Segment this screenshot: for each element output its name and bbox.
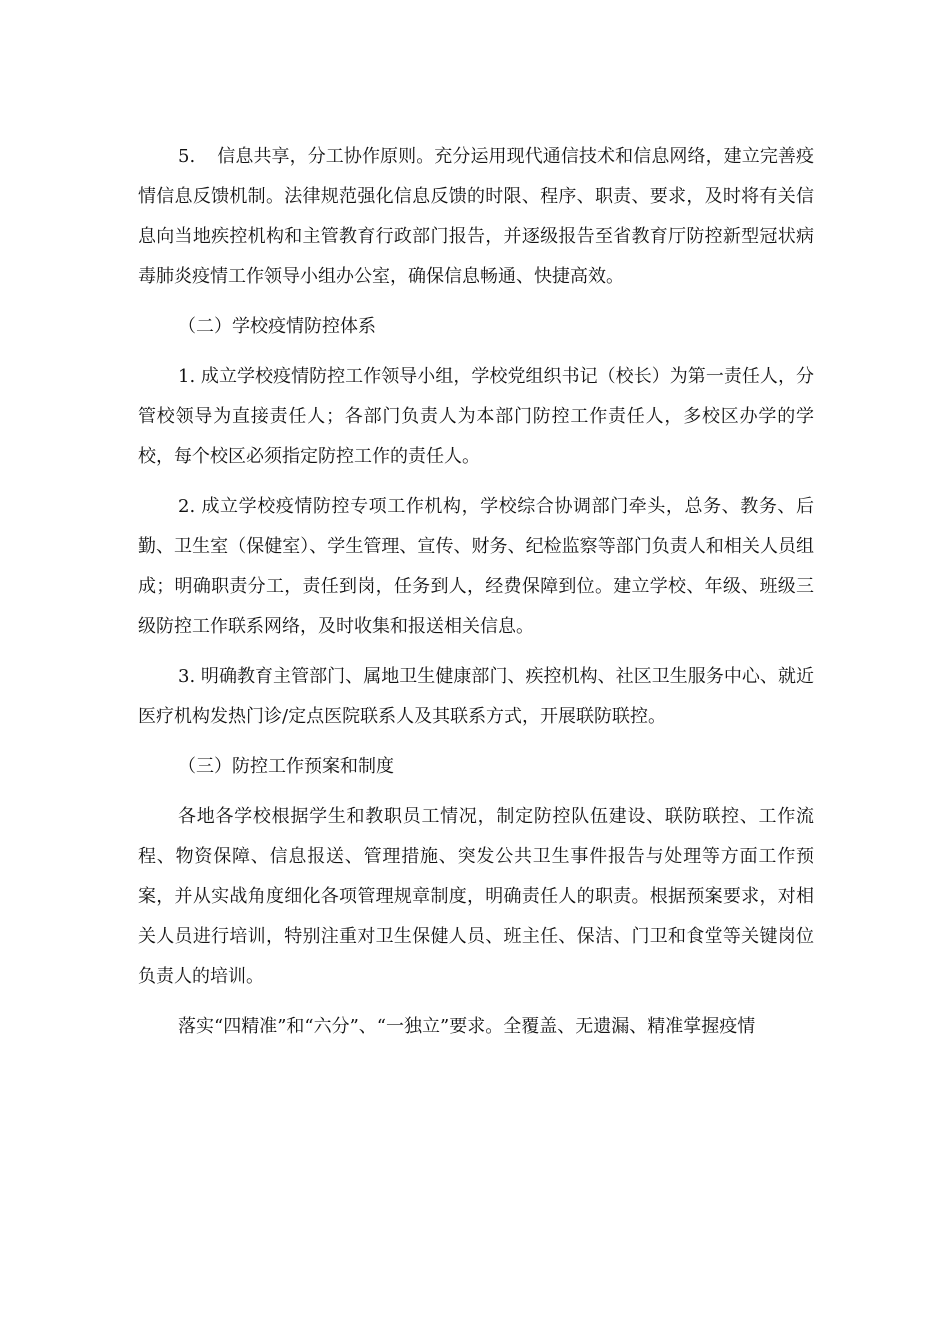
paragraph-item-1: 1. 成立学校疫情防控工作领导小组，学校党组织书记（校长）为第一责任人，分管校领导为直接责任人；各部门负责人为本部门防控工作责任人，多校区办学的学校，每个校区必须指定防控工作的责任人。 xyxy=(138,366,814,467)
paragraph-item-2: 2. 成立学校疫情防控专项工作机构，学校综合协调部门牵头，总务、教务、后勤、卫生室（保健室）、学生管理、宣传、财务、纪检监察等部门负责人和相关人员组成；明确职责分工，责任到岗，任务到人，经费保障到位。建立学校、年级、班级三级防控工作联系网络，及时收集和报送相关信息。 xyxy=(138,496,814,637)
paragraph-requirements: 落实“四精准”和“六分”、“一独立”要求。全覆盖、无遗漏、精准掌握疫情 xyxy=(178,1016,756,1037)
item-number: 5. xyxy=(178,146,196,167)
section-heading-2: （二）学校疫情防控体系 xyxy=(178,316,376,337)
paragraph-principle-5 xyxy=(138,137,814,297)
paragraph-item-3: 3. 明确教育主管部门、属地卫生健康部门、疾控机构、社区卫生服务中心、就近医疗机构发热门诊/定点医院联系人及其联系方式，开展联防联控。 xyxy=(138,666,814,727)
document-body xyxy=(138,137,814,1057)
paragraph-plans: 各地各学校根据学生和教职员工情况，制定防控队伍建设、联防联控、工作流程、物资保障、信息报送、管理措施、突发公共卫生事件报告与处理等方面工作预案，并从实战角度细化各项管理规章制度，明确责任人的职责。根据预案要求，对相关人员进行培训，特别注重对卫生保健人员、班主任、保洁、门卫和食堂等关键岗位负责人的培训。 xyxy=(138,806,814,987)
paragraph-text: 信息共享，分工协作原则。充分运用现代通信技术和信息网络，建立完善疫情信息反馈机制。法律规范强化信息反馈的时限、程序、职责、要求，及时将有关信息向当地疾控机构和主管教育行政部门报告，并逐级报告至省教育厅防控新型冠状病毒肺炎疫情工作领导小组办公室，确保信息畅通、快捷高效。 xyxy=(138,146,814,287)
section-heading-3: （三）防控工作预案和制度 xyxy=(178,756,394,777)
